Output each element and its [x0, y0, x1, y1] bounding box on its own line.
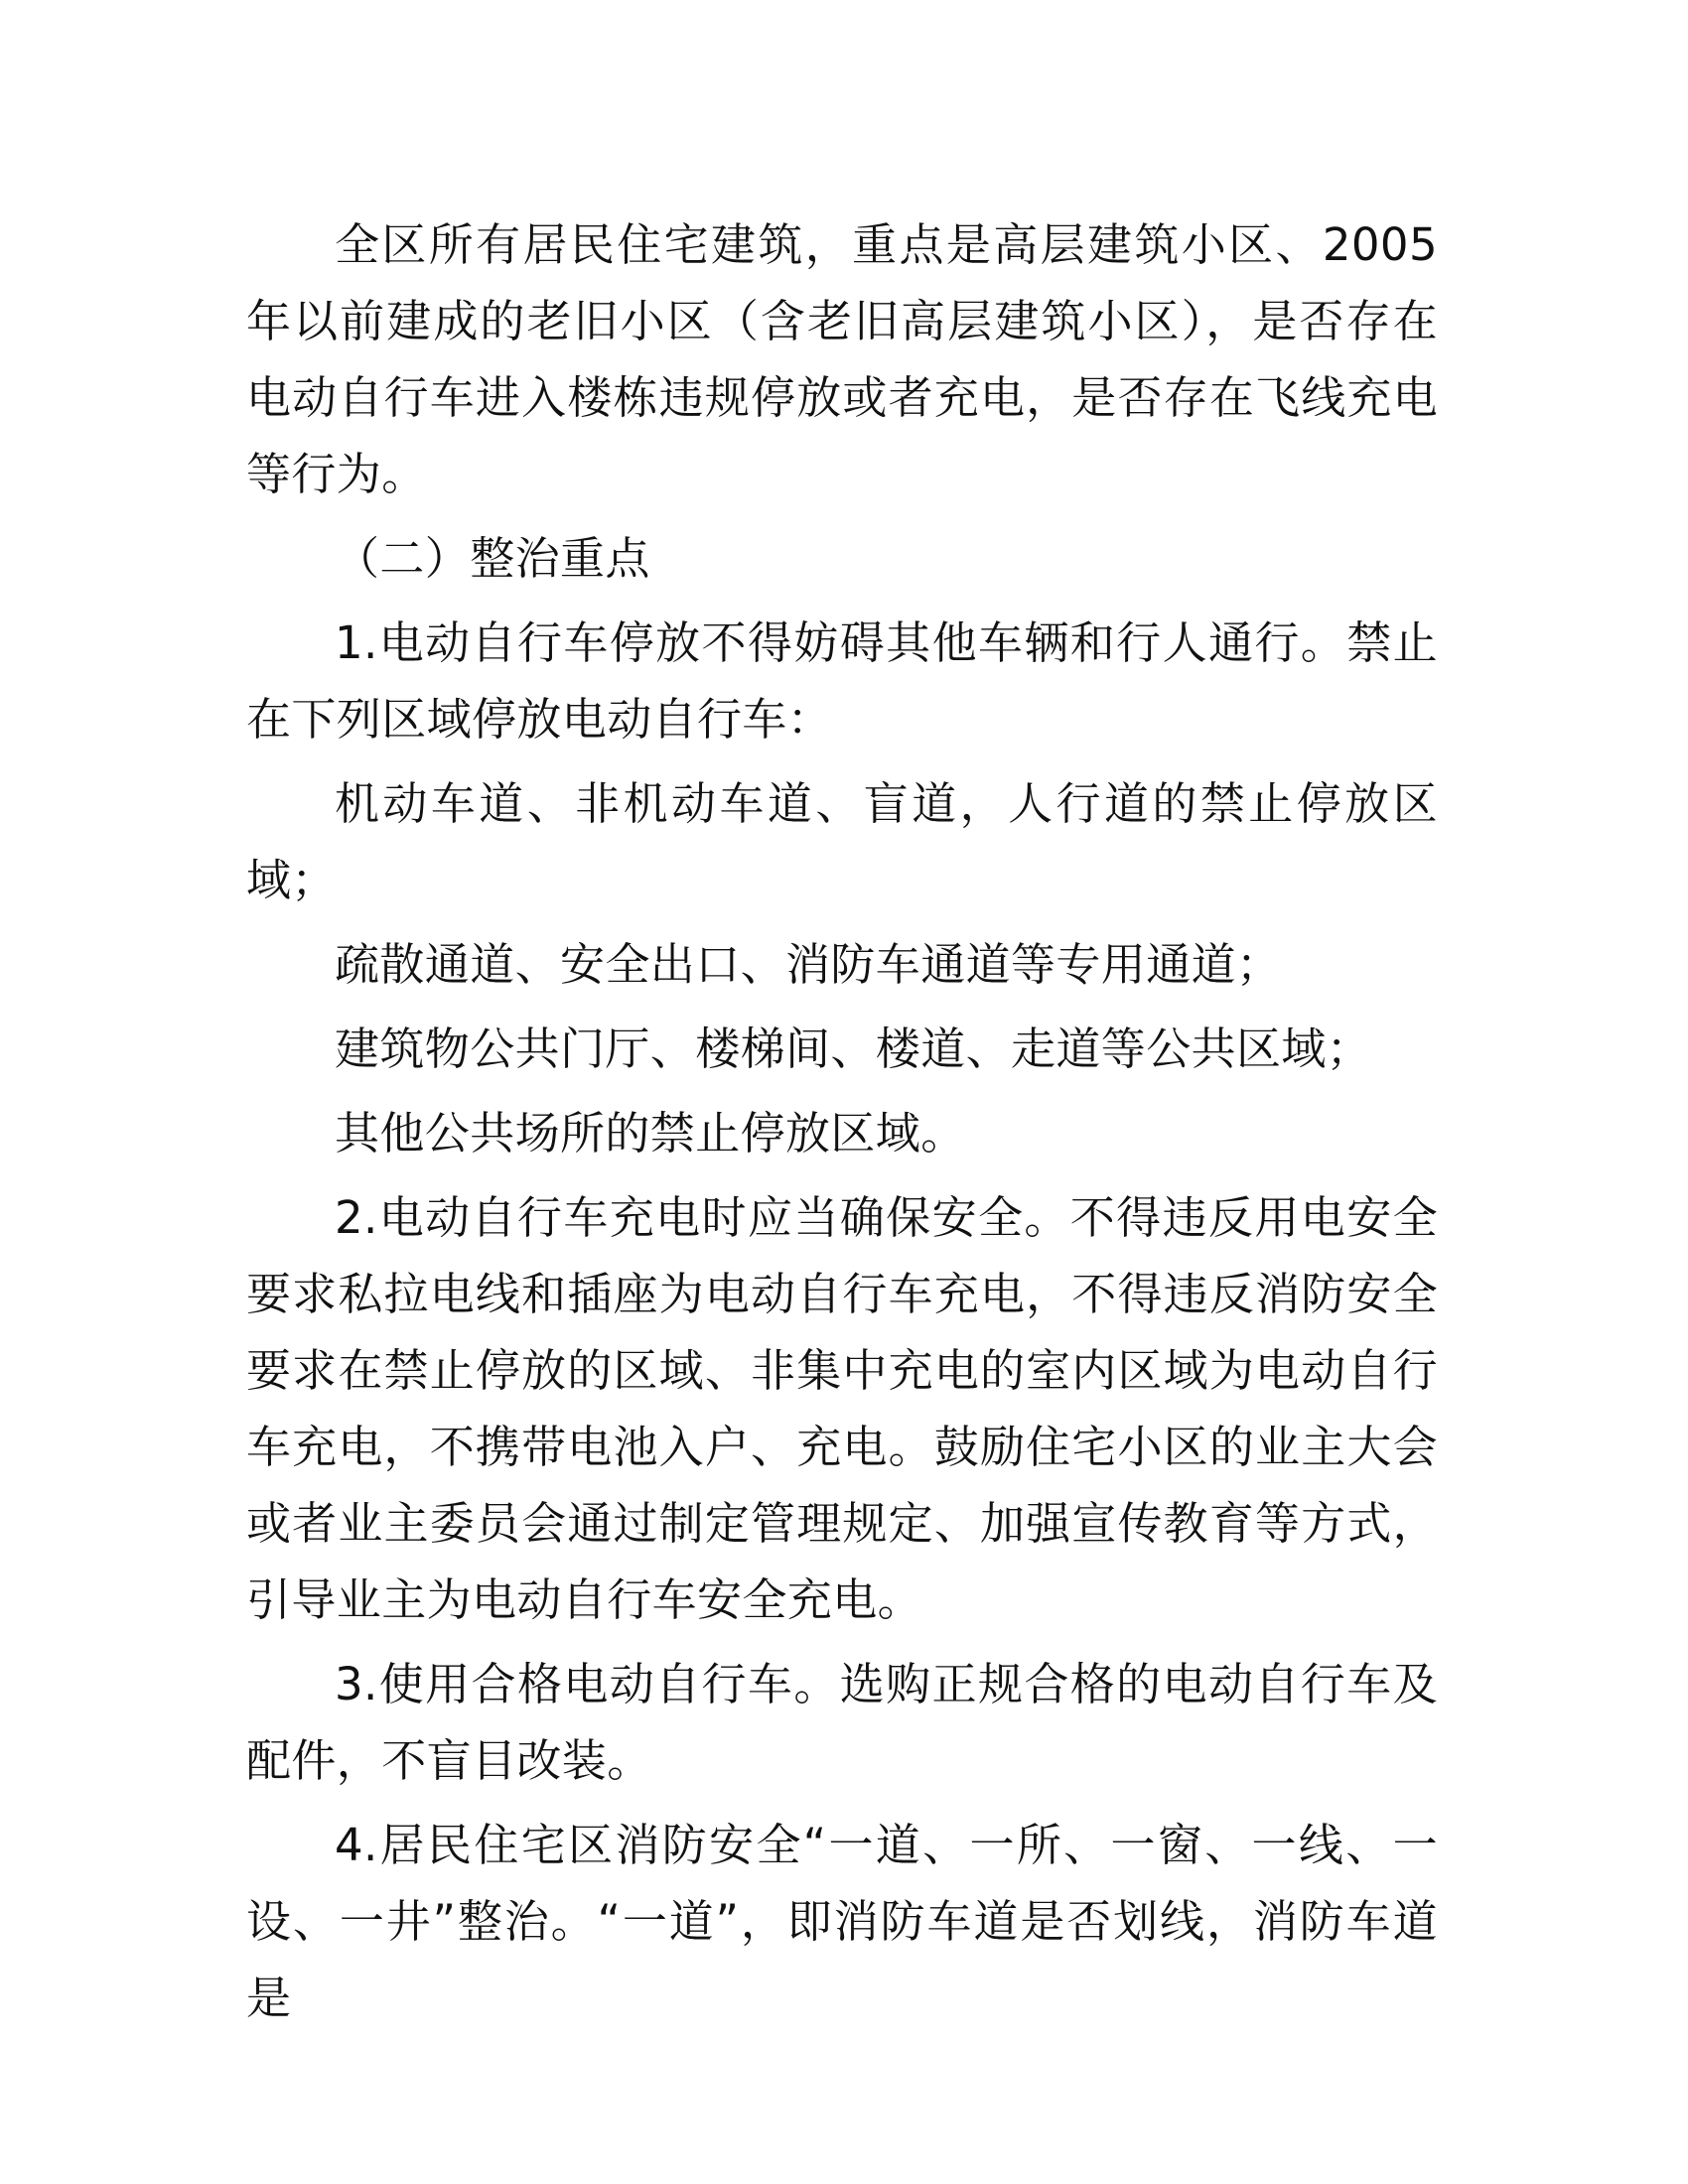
list-item-other-public-places: 其他公共场所的禁止停放区域。 — [335, 1107, 966, 1160]
list-item-motor-lanes: 机动车道、非机动车道、盲道，人行道的禁止停放区域； — [246, 777, 1438, 906]
paragraph-item-2-charging: 2.电动自行车充电时应当确保安全。不得违反用电安全要求私拉电线和插座为电动自行车充电，不得违反消防安全要求在禁止停放的区域、非集中充电的室内区域为电动自行车充电，不携带电池入户、充电。鼓励住宅小区的业主大会或者业主委员会通过制定管理规定、加强宣传教育等方式，引导业主为电动自行车安全充电。 — [246, 1191, 1438, 1626]
paragraph-item-1-parking: 1.电动自行车停放不得妨碍其他车辆和行人通行。禁止在下列区域停放电动自行车： — [246, 616, 1438, 746]
paragraph-scope: 全区所有居民住宅建筑，重点是高层建筑小区、2005年以前建成的老旧小区（含老旧高层建筑小区），是否存在电动自行车进入楼栋违规停放或者充电，是否存在飞线充电等行为。 — [246, 218, 1438, 500]
section-heading-rectification-focus: （二）整治重点 — [335, 532, 650, 585]
list-item-public-areas: 建筑物公共门厅、楼梯间、楼道、走道等公共区域； — [335, 1023, 1372, 1075]
paragraph-item-3-qualified-vehicles: 3.使用合格电动自行车。选购正规合格的电动自行车及配件，不盲目改装。 — [246, 1658, 1438, 1787]
document-body — [246, 206, 1438, 2044]
paragraph-item-4-fire-safety: 4.居民住宅区消防安全“一道、一所、一窗、一线、一设、一井”整治。“一道”，即消防车道是否划线，消防车道是 — [246, 1819, 1438, 2024]
list-item-evacuation-passages: 疏散通道、安全出口、消防车通道等专用通道； — [335, 938, 1282, 991]
